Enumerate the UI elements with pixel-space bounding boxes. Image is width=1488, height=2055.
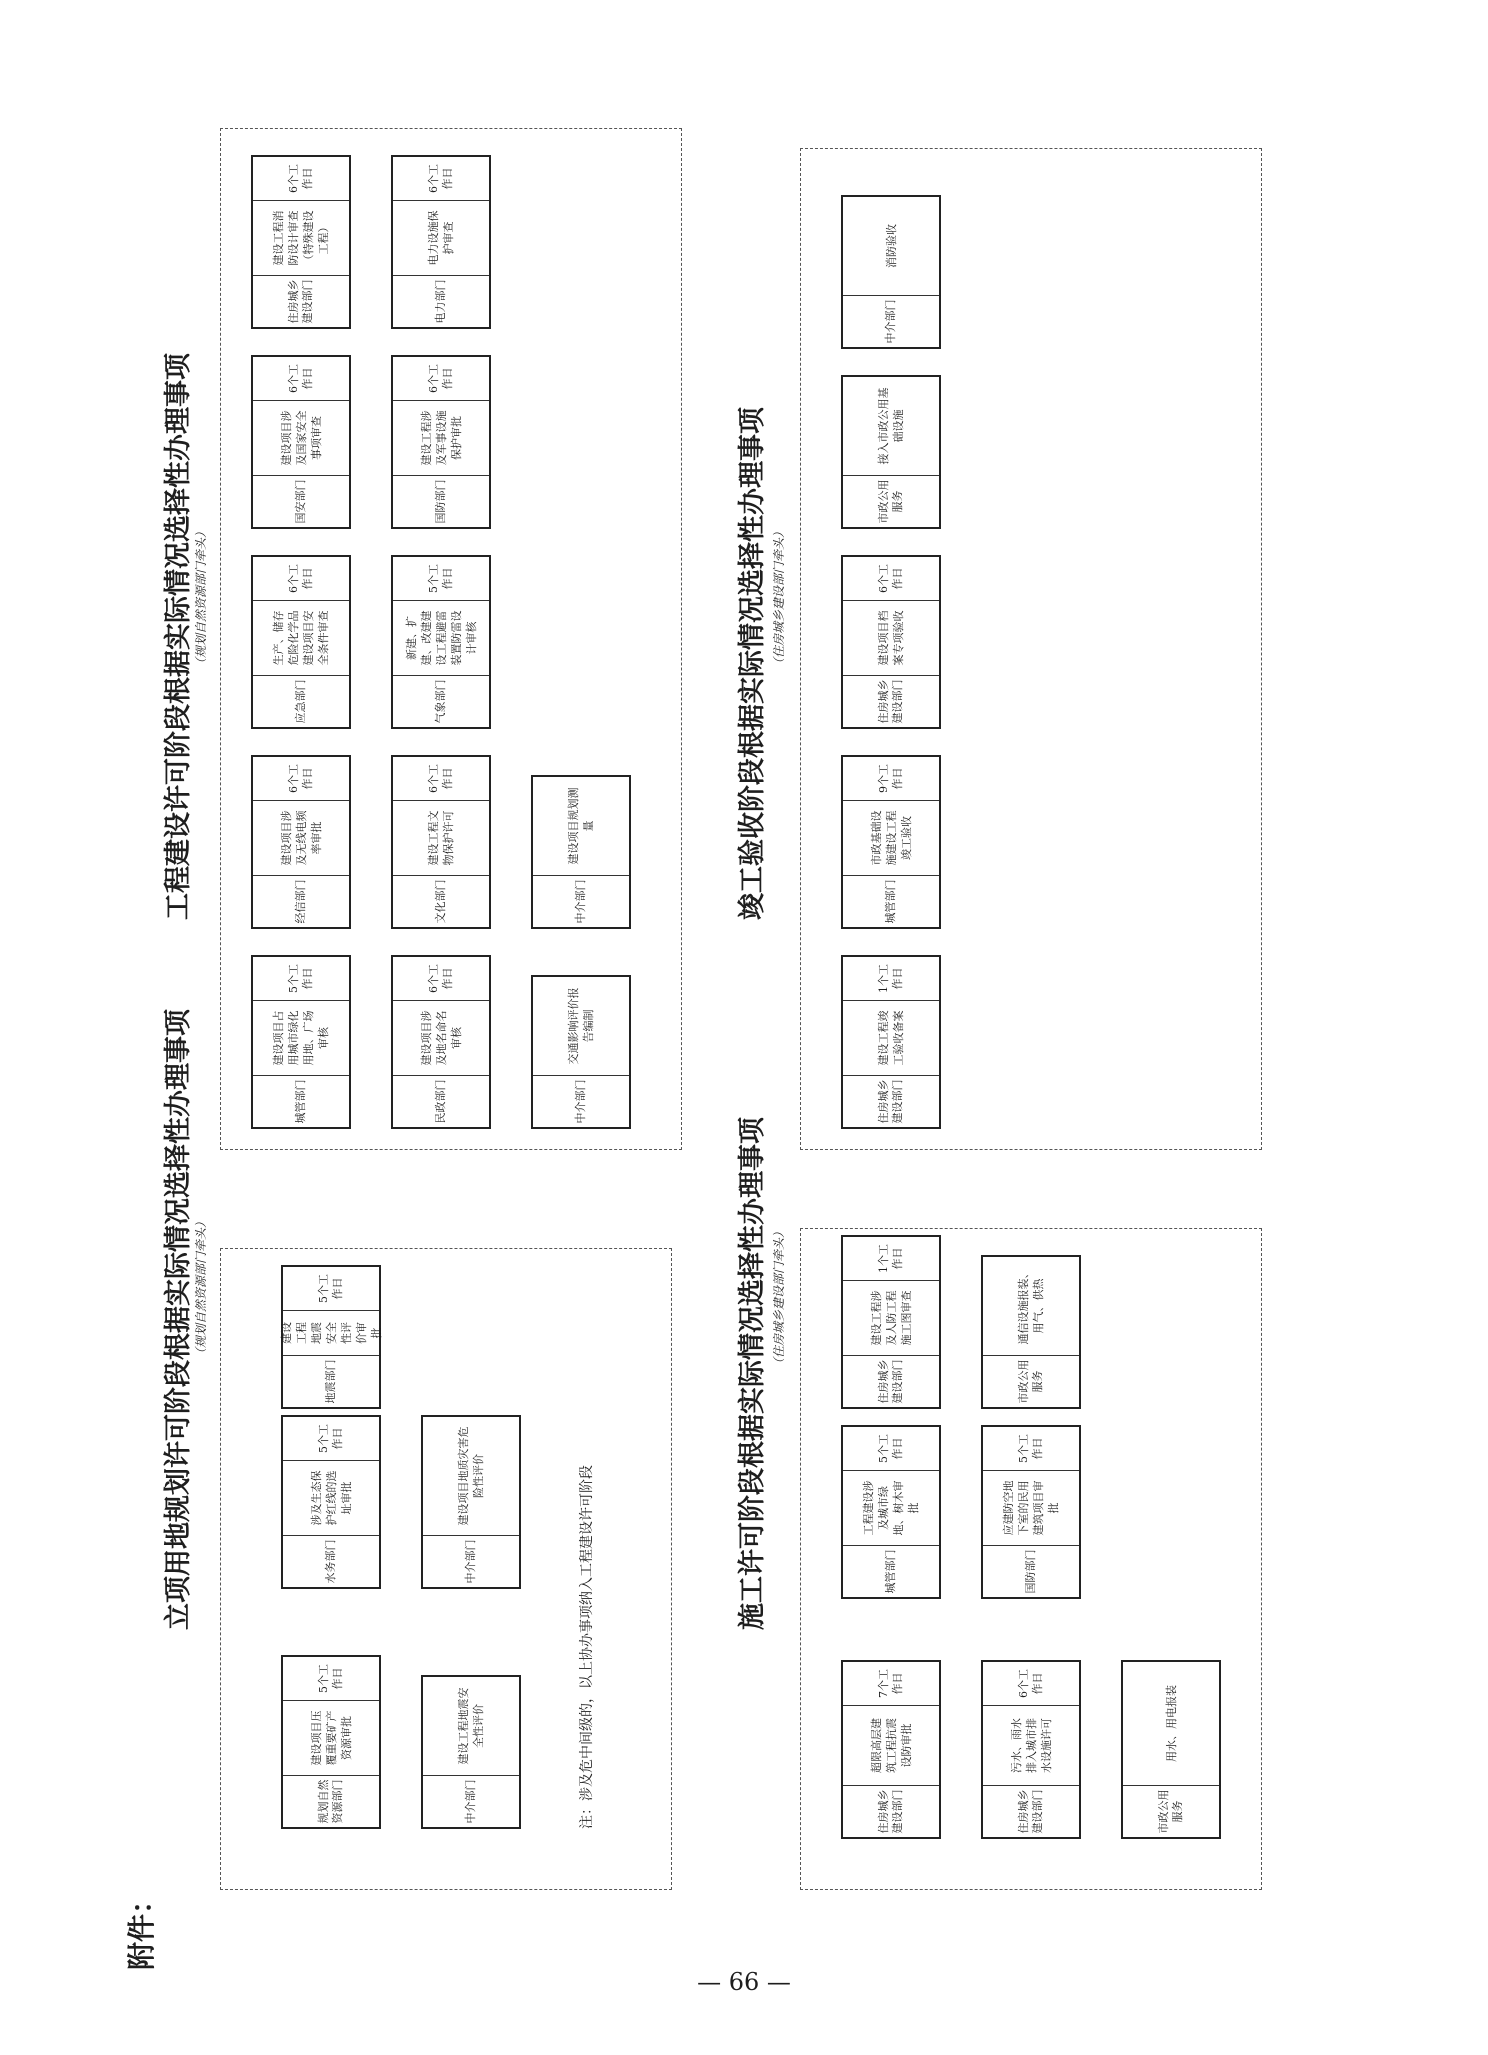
process-box: 城管部门 建设项目占用城市绿化用地、广场审核 5个工作日 (251, 955, 351, 1129)
process-box: 地震部门 建设工程地震安全性评价审批 5个工作日 (281, 1265, 381, 1409)
section-note: 注：涉及危中间级的，以上协办事项纳入工程建设许可阶段 (579, 1465, 595, 1829)
process-box: 中介部门 建设项目地质灾害危险性评价 (421, 1415, 521, 1589)
process-box: 中介部门 消防验收 (841, 195, 941, 349)
process-box: 中介部门 建设工程地震安全性评价 (421, 1675, 521, 1829)
section-subtitle: （规划自然资源部门牵头） (194, 525, 208, 670)
process-box: 中介部门 交通影响评价报告编制 (531, 975, 631, 1129)
process-box: 住房城乡建设部门 建设工程消防设计审查（特殊建设工程） 6个工作日 (251, 155, 351, 329)
process-box: 城管部门 市政基础设施建设工程竣工验收 9个工作日 (841, 755, 941, 929)
section-panel (220, 128, 682, 1150)
section-title: 立项用地规划许可阶段根据实际情况选择性办理事项 (163, 1009, 194, 1630)
attachment-label: 附件： (125, 1885, 158, 1970)
process-box: 市政公用服务 用水、用电报装 (1121, 1660, 1221, 1839)
process-box: 国防部门 应建防空地下室的民用建筑项目审批 5个工作日 (981, 1425, 1081, 1599)
process-box: 中介部门 建设项目规划测量 (531, 775, 631, 929)
section-subtitle: （规划自然资源部门牵头） (194, 1215, 208, 1360)
process-box: 市政公用服务 通信设施报装、用气、供热 (981, 1255, 1081, 1409)
process-box: 应急部门 生产、储存危险化学品建设项目安全条件审查 6个工作日 (251, 555, 351, 729)
process-box: 住房城乡建设部门 建设工程涉及人防工程施工图审查 1个工作日 (841, 1235, 941, 1409)
process-box: 文化部门 建设工程文物保护许可 6个工作日 (391, 755, 491, 929)
process-box: 规划自然资源部门 建设项目压覆重要矿产资源审批 5个工作日 (281, 1655, 381, 1829)
process-box: 国防部门 建设工程涉及军事设施保护审批 6个工作日 (391, 355, 491, 529)
section-title: 竣工验收阶段根据实际情况选择性办理事项 (737, 407, 768, 920)
process-box: 气象部门 新建、扩建、改建建设工程避雷装置防雷设计审核 5个工作日 (391, 555, 491, 729)
process-box: 经信部门 建设项目涉及无线电频率审批 6个工作日 (251, 755, 351, 929)
section-panel (220, 1248, 672, 1890)
process-box: 城管部门 工程建设涉及城市绿地、树木审批 5个工作日 (841, 1425, 941, 1599)
process-box: 电力部门 电力设施保护审查 6个工作日 (391, 155, 491, 329)
process-box: 民政部门 建设项目涉及地名命名审核 6个工作日 (391, 955, 491, 1129)
process-box: 住房城乡建设部门 建设工程竣工验收备案 1个工作日 (841, 955, 941, 1129)
rotated-canvas (110, 110, 1488, 1970)
section-subtitle: （住房城乡建设部门牵头） (772, 1225, 786, 1370)
section-title: 工程建设许可阶段根据实际情况选择性办理事项 (163, 353, 194, 920)
page-number: — 66 — (697, 1968, 791, 1996)
process-box: 住房城乡建设部门 超限高层建筑工程抗震设防审批 7个工作日 (841, 1660, 941, 1839)
process-box: 国安部门 建设项目涉及国家安全事项审查 6个工作日 (251, 355, 351, 529)
section-panel (800, 148, 1262, 1150)
process-box: 水务部门 涉及生态保护红线的选址审批 5个工作日 (281, 1415, 381, 1589)
process-box: 住房城乡建设部门 污水、雨水排入城市排水设施许可 6个工作日 (981, 1660, 1081, 1839)
process-box: 市政公用服务 接入市政公用基础设施 (841, 375, 941, 529)
section-panel (800, 1228, 1262, 1890)
section-subtitle: （住房城乡建设部门牵头） (772, 525, 786, 670)
process-box: 住房城乡建设部门 建设项目档案专项验收 6个工作日 (841, 555, 941, 729)
section-title: 施工许可阶段根据实际情况选择性办理事项 (737, 1117, 768, 1630)
